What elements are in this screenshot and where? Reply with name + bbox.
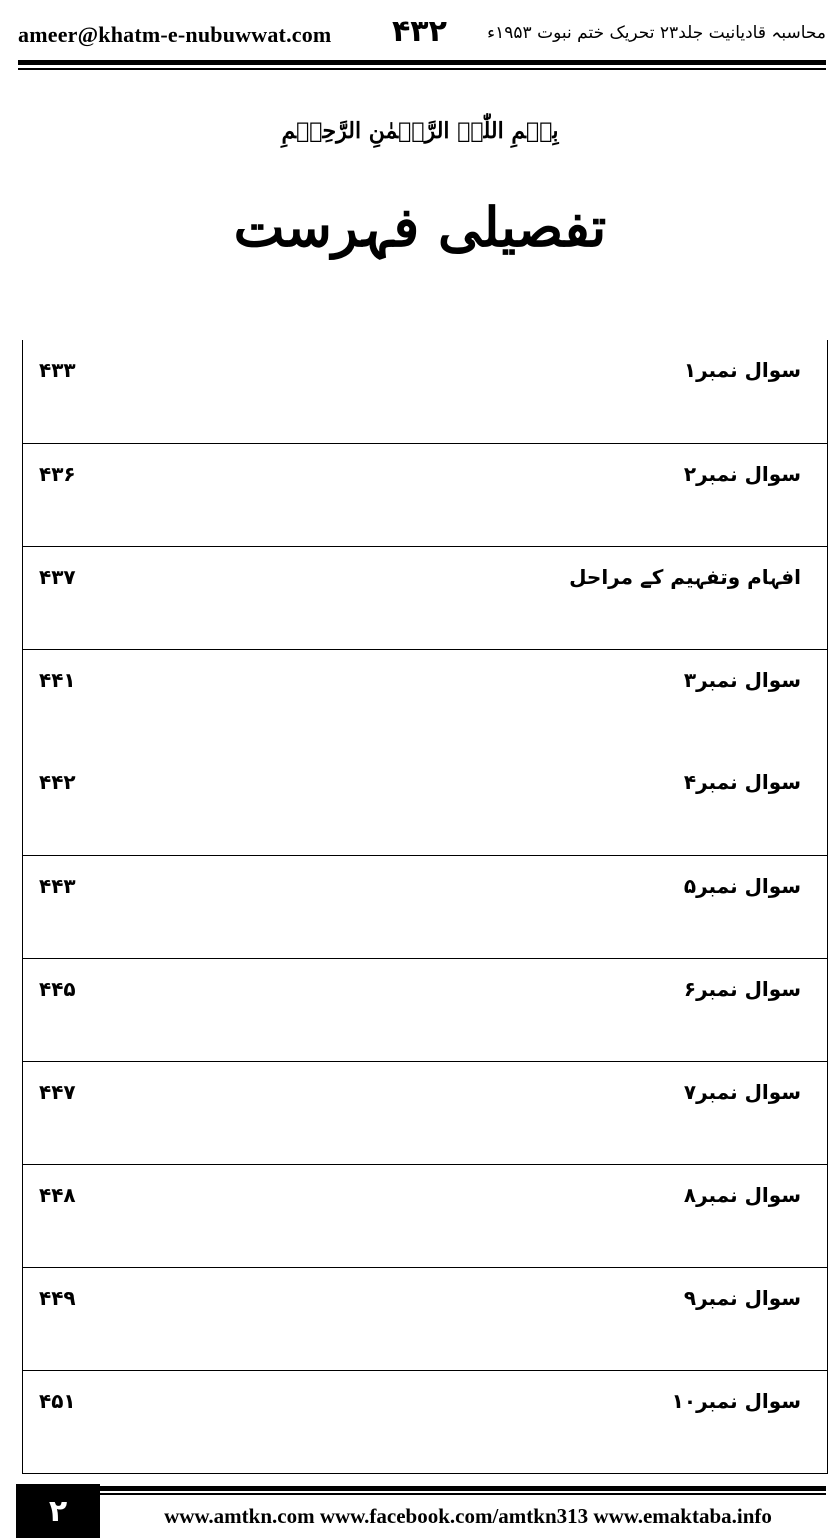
toc-entry-title: افہام وتفہیم کے مراحل [569, 565, 801, 589]
toc-entry [23, 958, 827, 1062]
toc-entry-page: ۴۴۲ [39, 770, 76, 794]
toc-entry-page: ۴۳۷ [39, 565, 76, 589]
toc-entry-title: سوال نمبر۲ [683, 462, 801, 486]
header-email: ameer@khatm-e-nubuwwat.com [18, 22, 332, 47]
toc-entry [23, 340, 827, 443]
toc-entry-page: ۴۳۳ [39, 358, 76, 382]
header-book-title: محاسبہ قادیانیت جلد۲۳ تحریک ختم نبوت ۱۹۵۳ء [487, 23, 826, 43]
toc-entry [23, 649, 827, 753]
toc-entry [23, 1370, 827, 1474]
toc-entry-title: سوال نمبر۸ [683, 1183, 801, 1207]
toc-entry-title: سوال نمبر۵ [683, 874, 801, 898]
toc-table [22, 340, 828, 1474]
toc-entry [23, 1164, 827, 1268]
toc-entry-title: سوال نمبر۳ [683, 668, 801, 692]
toc-entry-title: سوال نمبر۴ [683, 770, 801, 794]
toc-entry-page: ۴۴۵ [39, 977, 76, 1001]
bismillah: بِسۡمِ اللّٰہِ الرَّحۡمٰنِ الرَّحِیۡمِ [281, 118, 559, 144]
header-rule-thick [18, 60, 826, 65]
toc-entry-page: ۴۴۷ [39, 1080, 76, 1104]
toc-entry-page: ۴۳۶ [39, 462, 76, 486]
toc-entry-title: سوال نمبر۹ [683, 1286, 801, 1310]
toc-entry [23, 546, 827, 650]
toc-heading: تفصیلی فہرست [233, 195, 607, 259]
header-rule-thin [18, 68, 826, 70]
toc-entry-page: ۴۵۱ [39, 1389, 76, 1413]
header-page-number: ۴۳۲ [392, 14, 447, 49]
footer-rule-thick [100, 1486, 826, 1491]
toc-entry-title: سوال نمبر۶ [683, 977, 801, 1001]
toc-entry-page: ۴۴۹ [39, 1286, 76, 1310]
toc-entry [23, 1267, 827, 1371]
toc-entry-page: ۴۴۳ [39, 874, 76, 898]
toc-entry [23, 1061, 827, 1165]
toc-entry-page: ۴۴۱ [39, 668, 76, 692]
toc-entry-title: سوال نمبر۷ [683, 1080, 801, 1104]
footer-page-number: ۲ [16, 1484, 100, 1538]
toc-entry [23, 752, 827, 855]
toc-entry-page: ۴۴۸ [39, 1183, 76, 1207]
toc-entry [23, 855, 827, 959]
toc-entry-title: سوال نمبر۱ [683, 358, 801, 382]
toc-entry [23, 443, 827, 547]
footer-links[interactable]: www.amtkn.com www.facebook.com/amtkn313 www.emaktaba.info [164, 1504, 772, 1528]
footer-rule-thin [100, 1493, 826, 1495]
toc-entry-title: سوال نمبر۱۰ [671, 1389, 801, 1413]
